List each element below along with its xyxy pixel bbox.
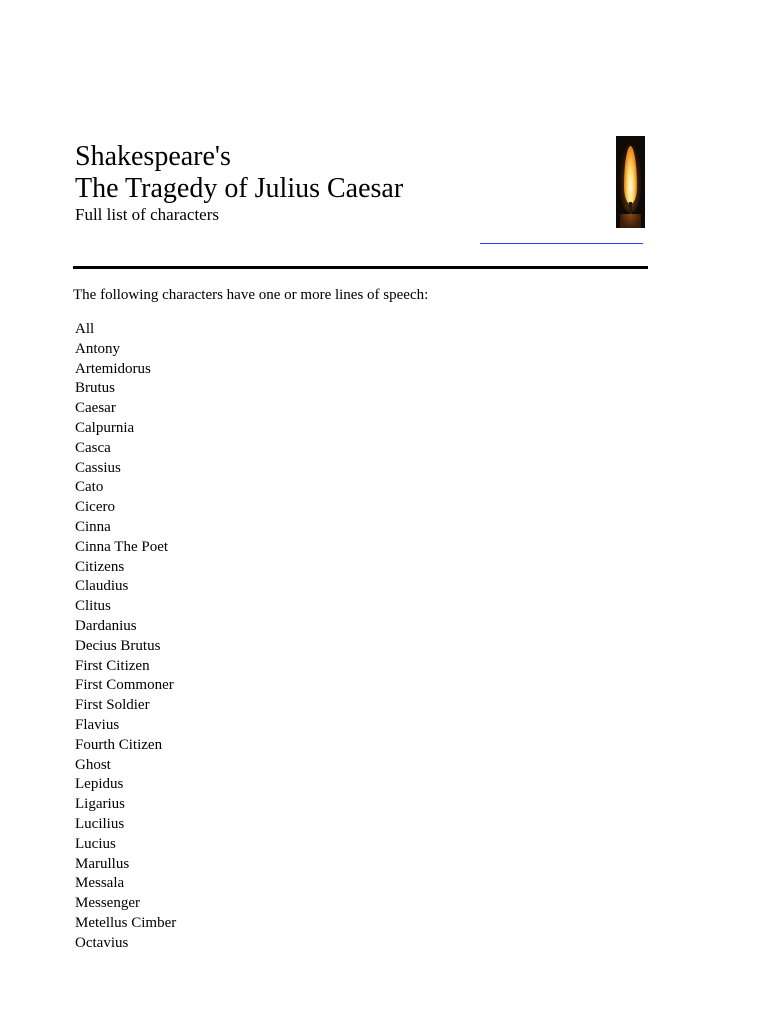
header-link-underline[interactable] — [480, 243, 643, 244]
page-title-author: Shakespeare's — [75, 141, 231, 172]
character-item: Artemidorus — [75, 360, 151, 377]
character-item: Messenger — [75, 895, 140, 912]
character-item: Clitus — [75, 598, 111, 615]
character-item: Flavius — [75, 716, 120, 733]
character-item: Caesar — [75, 400, 116, 417]
candle-icon — [616, 136, 645, 228]
page-title-play: The Tragedy of Julius Caesar — [75, 173, 404, 204]
horizontal-rule — [73, 266, 648, 269]
character-item: Lucilius — [75, 815, 125, 832]
character-item: Metellus Cimber — [75, 914, 177, 931]
character-item: Claudius — [75, 578, 129, 595]
character-item: First Citizen — [75, 657, 150, 674]
character-item: Antony — [75, 340, 120, 357]
character-item: Cinna The Poet — [75, 538, 169, 555]
character-item: Octavius — [75, 934, 129, 951]
intro-text: The following characters have one or more lines of speech: — [73, 287, 429, 303]
character-item: First Commoner — [75, 677, 174, 694]
character-list — [75, 320, 176, 954]
character-item: Messala — [75, 875, 125, 892]
character-item: Calpurnia — [75, 419, 135, 436]
character-item: Cicero — [75, 499, 115, 516]
character-item: Ligarius — [75, 796, 125, 813]
character-item: Lepidus — [75, 776, 124, 793]
character-item: Fourth Citizen — [75, 736, 163, 753]
character-item: Dardanius — [75, 617, 137, 634]
character-item: Brutus — [75, 380, 116, 397]
character-item: All — [75, 321, 95, 337]
character-item: Marullus — [75, 855, 130, 872]
page-title-block — [75, 141, 595, 225]
character-item: Casca — [75, 439, 111, 456]
character-item: Ghost — [75, 756, 111, 773]
character-item: Cato — [75, 479, 104, 496]
character-item: First Soldier — [75, 697, 150, 714]
character-item: Decius Brutus — [75, 637, 161, 654]
character-item: Cinna — [75, 518, 111, 535]
character-item: Citizens — [75, 558, 125, 575]
character-item: Lucius — [75, 835, 116, 852]
candle-base — [620, 214, 641, 228]
candle-wick — [629, 202, 632, 214]
character-item: Cassius — [75, 459, 121, 476]
page-subtitle: Full list of characters — [75, 205, 219, 224]
